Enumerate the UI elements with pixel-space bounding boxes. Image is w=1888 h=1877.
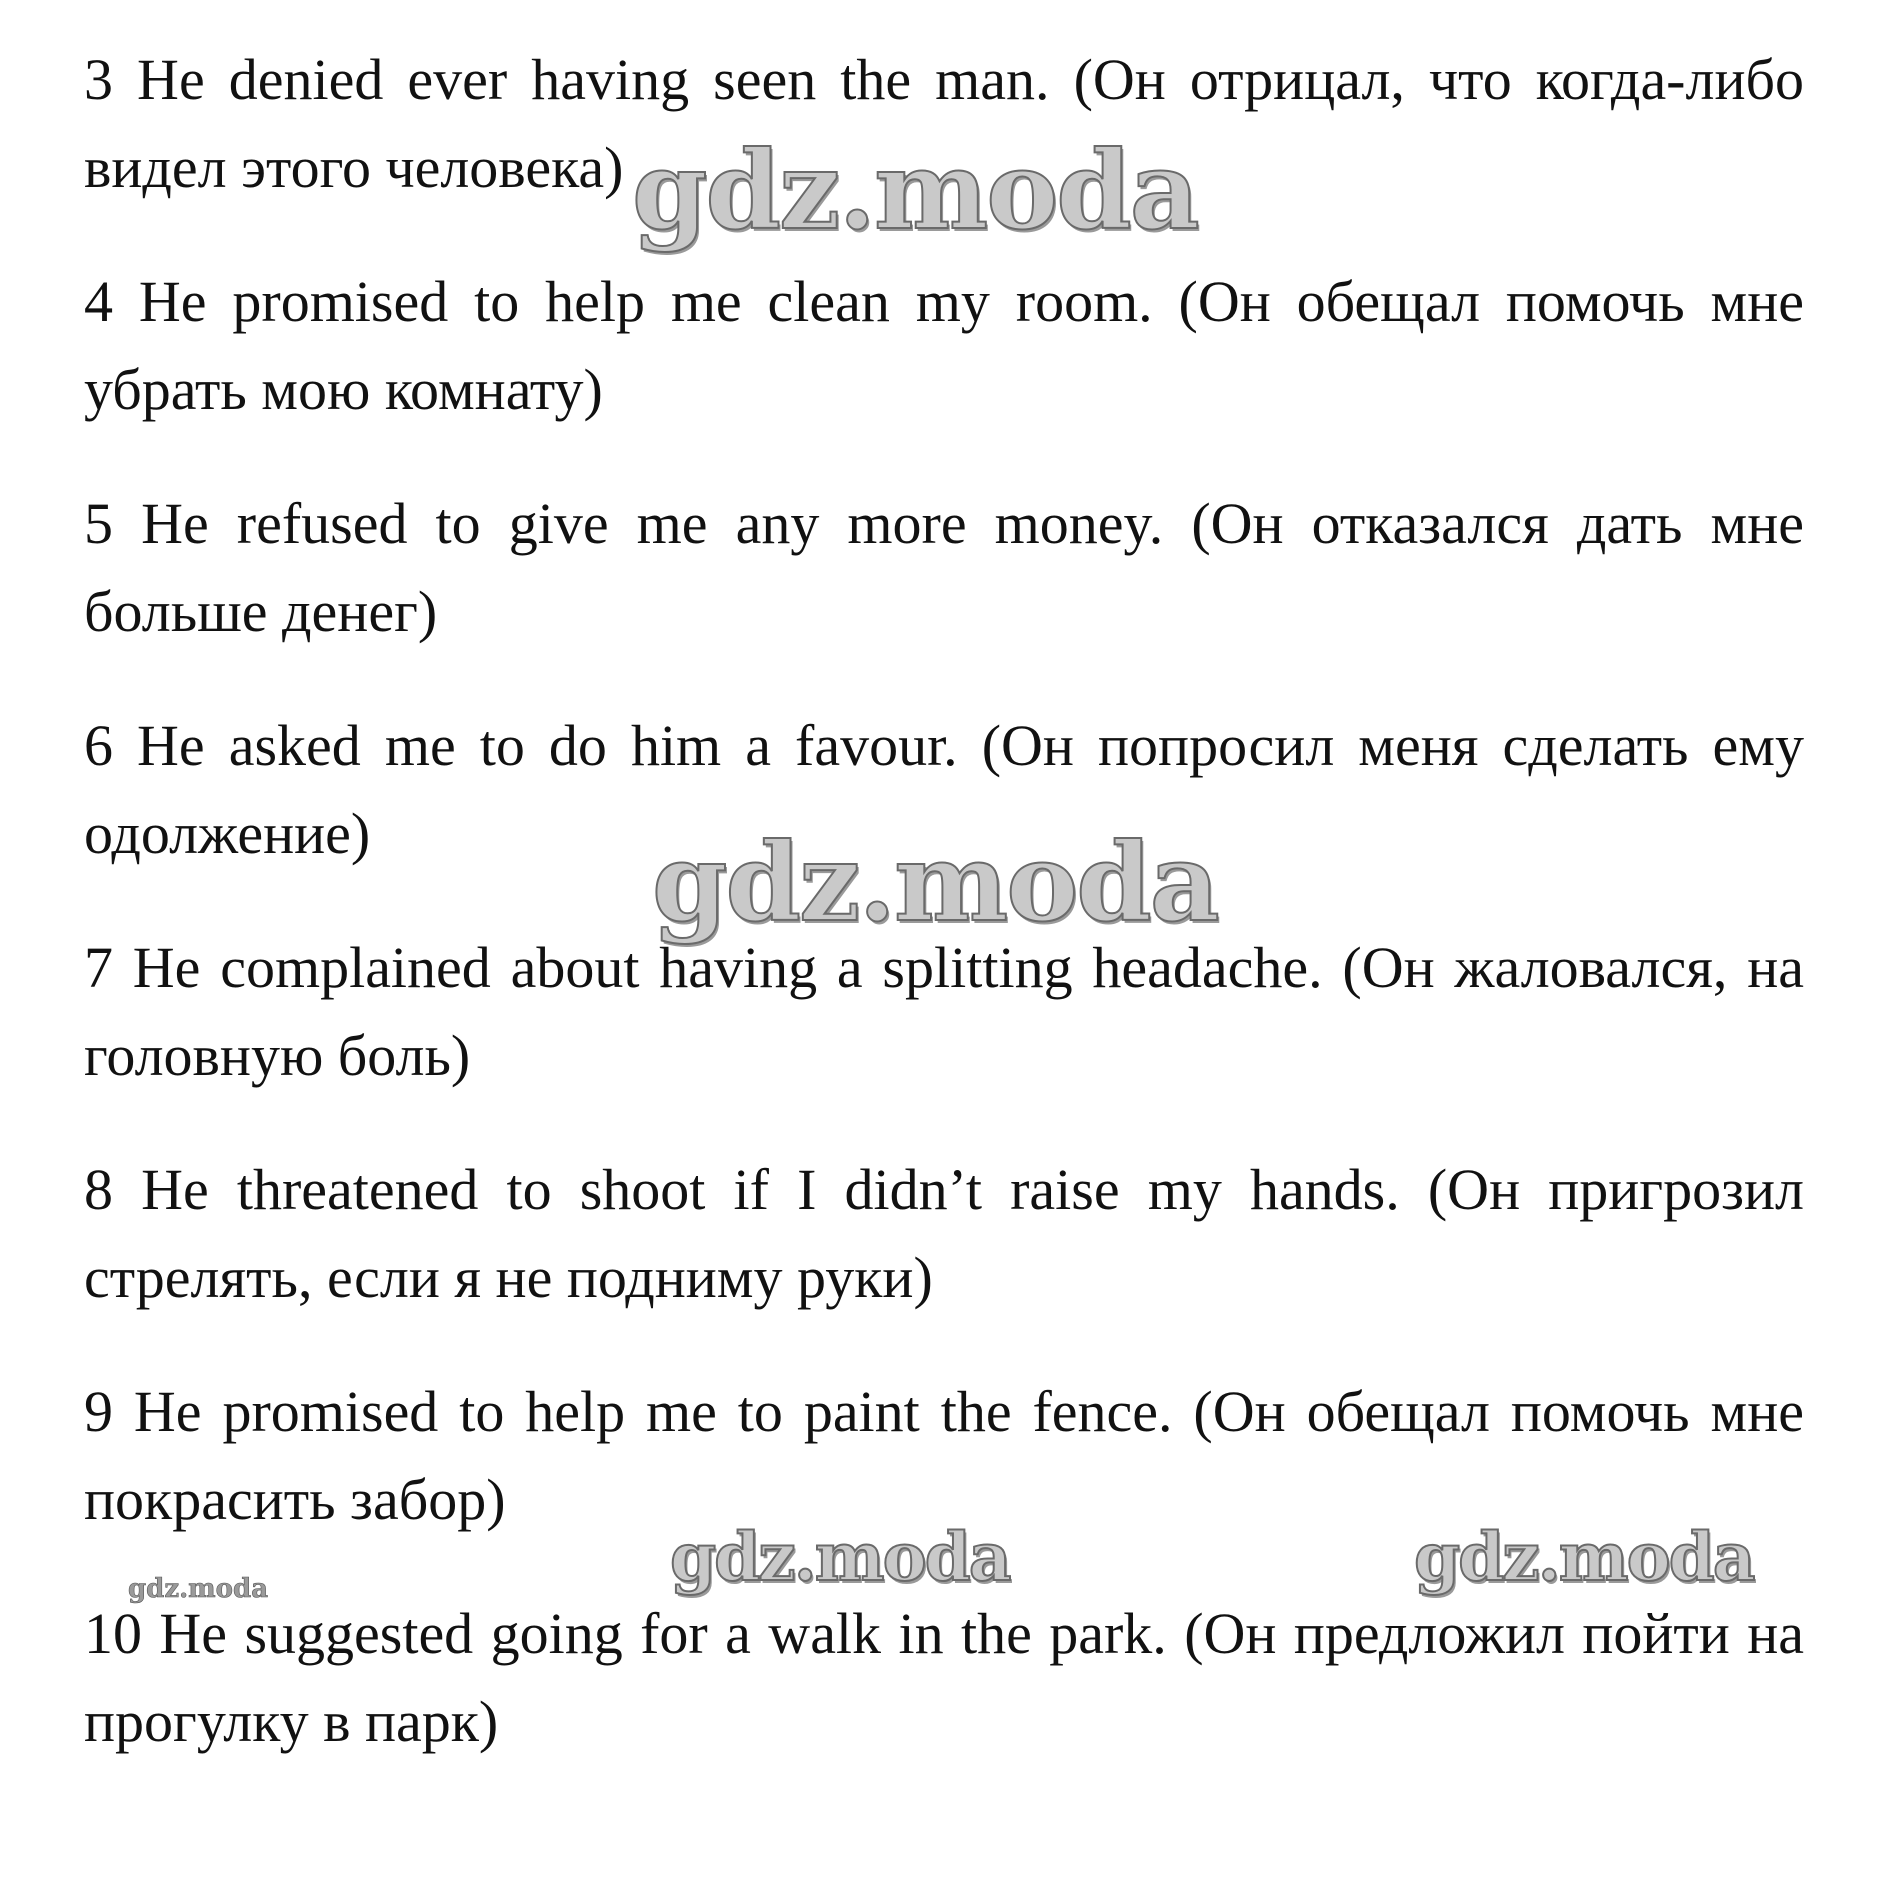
watermark-logo: gdz.moda: [632, 128, 1198, 254]
answer-10: 10 He suggested going for a walk in the park. (Он предложил пойти на прогулку в парк): [84, 1601, 1804, 1754]
answer-5: 5 He refused to give me any more money. (Он отказался дать мне больше денег): [84, 491, 1804, 644]
watermark-logo: gdz.moda: [652, 820, 1218, 946]
answer-3: 3 He denied ever having seen the man. (Он отрицал, что когда-либо видел этого человека): [84, 47, 1804, 200]
watermark-logo-small: gdz.moda: [128, 1574, 269, 1604]
answer-4: 4 He promised to help me clean my room. (Он обещал помочь мне убрать мою комнату): [84, 269, 1804, 422]
answer-7: 7 He complained about having a splitting headache. (Он жаловался, на головную боль): [84, 935, 1804, 1088]
answer-6: 6 He asked me to do him a favour. (Он попросил меня сделать ему одолжение): [84, 713, 1804, 866]
answer-8: 8 He threatened to shoot if I didn’t raise my hands. (Он пригрозил стрелять, если я не подниму руки): [84, 1157, 1804, 1310]
answer-9: 9 He promised to help me to paint the fence. (Он обещал помочь мне покрасить забор): [84, 1379, 1804, 1532]
watermark-logo: gdz.moda: [1414, 1518, 1754, 1596]
watermark-logo: gdz.moda: [670, 1518, 1010, 1596]
